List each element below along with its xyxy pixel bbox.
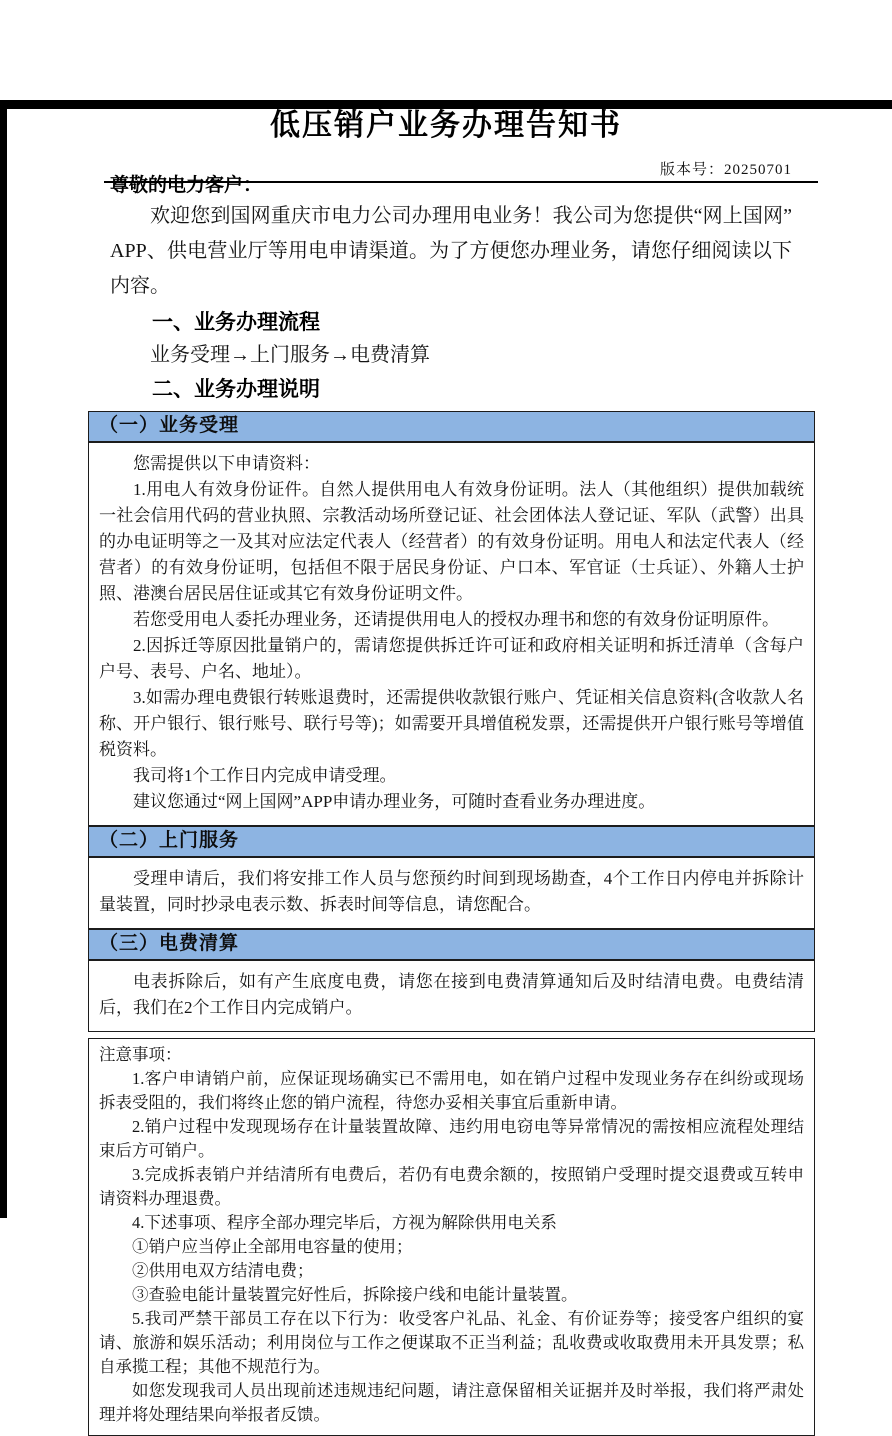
body-text <box>110 170 792 405</box>
paragraph: 建议您通过“网上国网”APP申请办理业务，可随时查看业务办理进度。 <box>133 792 656 811</box>
scan-edge-left <box>0 100 7 1218</box>
section-heading-desc: 二、业务办理说明 <box>152 378 320 401</box>
note-item: ②供用电双方结清电费； <box>132 1261 314 1280</box>
paragraph: 1.用电人有效身份证件。自然人提供用电人有效身份证明。法人（其他组织）提供加载统一社会信用代码的营业执照、宗教活动场所登记证、社会团体法人登记证、军队（武警）出具的办电证明等之一及其对应法定代表人（经营者）的有效身份证明。用电人和法定代表人（经营者）的有效身份证明，包括但不限于居民身份证、户口本、军官证（士兵证）、外籍人士护照、港澳台居民居住证或其它有效身份证明文件。 <box>99 480 804 603</box>
document-page <box>0 100 892 1424</box>
paragraph: 2.因拆迁等原因批量销户的，需请您提供拆迁许可证和政府相关证明和拆迁清单（含每户户号、表号、户名、地址）。 <box>99 636 804 681</box>
note-item: 4.下述事项、程序全部办理完毕后，方视为解除供用电关系 <box>132 1213 557 1232</box>
note-item: 5.我司严禁干部员工存在以下行为：收受客户礼品、礼金、有价证券等；接受客户组织的宴请、旅游和娱乐活动；利用岗位与工作之便谋取不正当利益；乱收费或收取费用未开具发票；私自承揽工程；其他不规范行为。 <box>99 1309 804 1376</box>
banner-business-acceptance: （一）业务受理 <box>88 411 815 443</box>
intro-paragraph: 欢迎您到国网重庆市电力公司办理用电业务！我公司为您提供“网上国网”APP、供电营业厅等用电申请渠道。为了方便您办理业务，请您仔细阅读以下内容。 <box>110 205 792 297</box>
header-rule <box>104 181 818 183</box>
paragraph: 若您受用电人委托办理业务，还请提供用电人的授权办理书和您的有效身份证明原件。 <box>133 610 779 629</box>
greeting: 尊敬的电力客户： <box>110 175 263 196</box>
note-item: 2.销户过程中发现现场存在计量装置故障、违约用电窃电等异常情况的需按相应流程处理结束后方可销户。 <box>99 1117 804 1160</box>
notes-title: 注意事项： <box>99 1045 182 1064</box>
note-item: 3.完成拆表销户并结清所有电费后，若仍有电费余额的，按照销户受理时提交退费或互转申请资料办理退费。 <box>99 1165 804 1208</box>
paragraph: 受理申请后，我们将安排工作人员与您预约时间到现场勘查，4个工作日内停电并拆除计量装置，同时抄录电表示数、拆表时间等信息，请您配合。 <box>99 869 804 914</box>
section-heading-flow: 一、业务办理流程 <box>152 311 320 334</box>
content-fee-settlement <box>88 961 815 1032</box>
note-item: ①销户应当停止全部用电容量的使用； <box>132 1237 413 1256</box>
content-business-acceptance <box>88 443 815 826</box>
note-item: 如您发现我司人员出现前述违规违纪问题，请注意保留相关证据并及时举报，我们将严肃处理并将处理结果向举报者反馈。 <box>99 1381 804 1424</box>
banner-onsite-service: （二）上门服务 <box>88 826 815 858</box>
notes-box <box>88 1038 815 1436</box>
note-item: ③查验电能计量装置完好性后，拆除接户线和电能计量装置。 <box>132 1285 578 1304</box>
process-flow: 业务受理→上门服务→电费清算 <box>150 344 430 366</box>
subsections-table <box>88 411 815 1032</box>
paragraph: 您需提供以下申请资料： <box>133 454 320 473</box>
page-title: 低压销户业务办理告知书 <box>270 109 622 142</box>
version-number: 版本号：20250701 <box>659 162 792 178</box>
note-item: 1.客户申请销户前，应保证现场确实已不需用电，如在销户过程中发现业务存在纠纷或现场拆表受阻的，我们将终止您的销户流程，待您办妥相关事宜后重新申请。 <box>99 1069 804 1112</box>
paragraph: 3.如需办理电费银行转账退费时，还需提供收款银行账户、凭证相关信息资料(含收款人名称、开户银行、银行账号、联行号等)；如需要开具增值税发票，还需提供开户银行账号等增值税资料。 <box>99 688 804 759</box>
paragraph: 电表拆除后，如有产生底度电费，请您在接到电费清算通知后及时结清电费。电费结清后，我们在2个工作日内完成销户。 <box>99 972 804 1017</box>
scan-edge-top <box>0 100 892 109</box>
paragraph: 我司将1个工作日内完成申请受理。 <box>133 766 397 785</box>
banner-fee-settlement: （三）电费清算 <box>88 929 815 961</box>
content-onsite-service <box>88 858 815 929</box>
